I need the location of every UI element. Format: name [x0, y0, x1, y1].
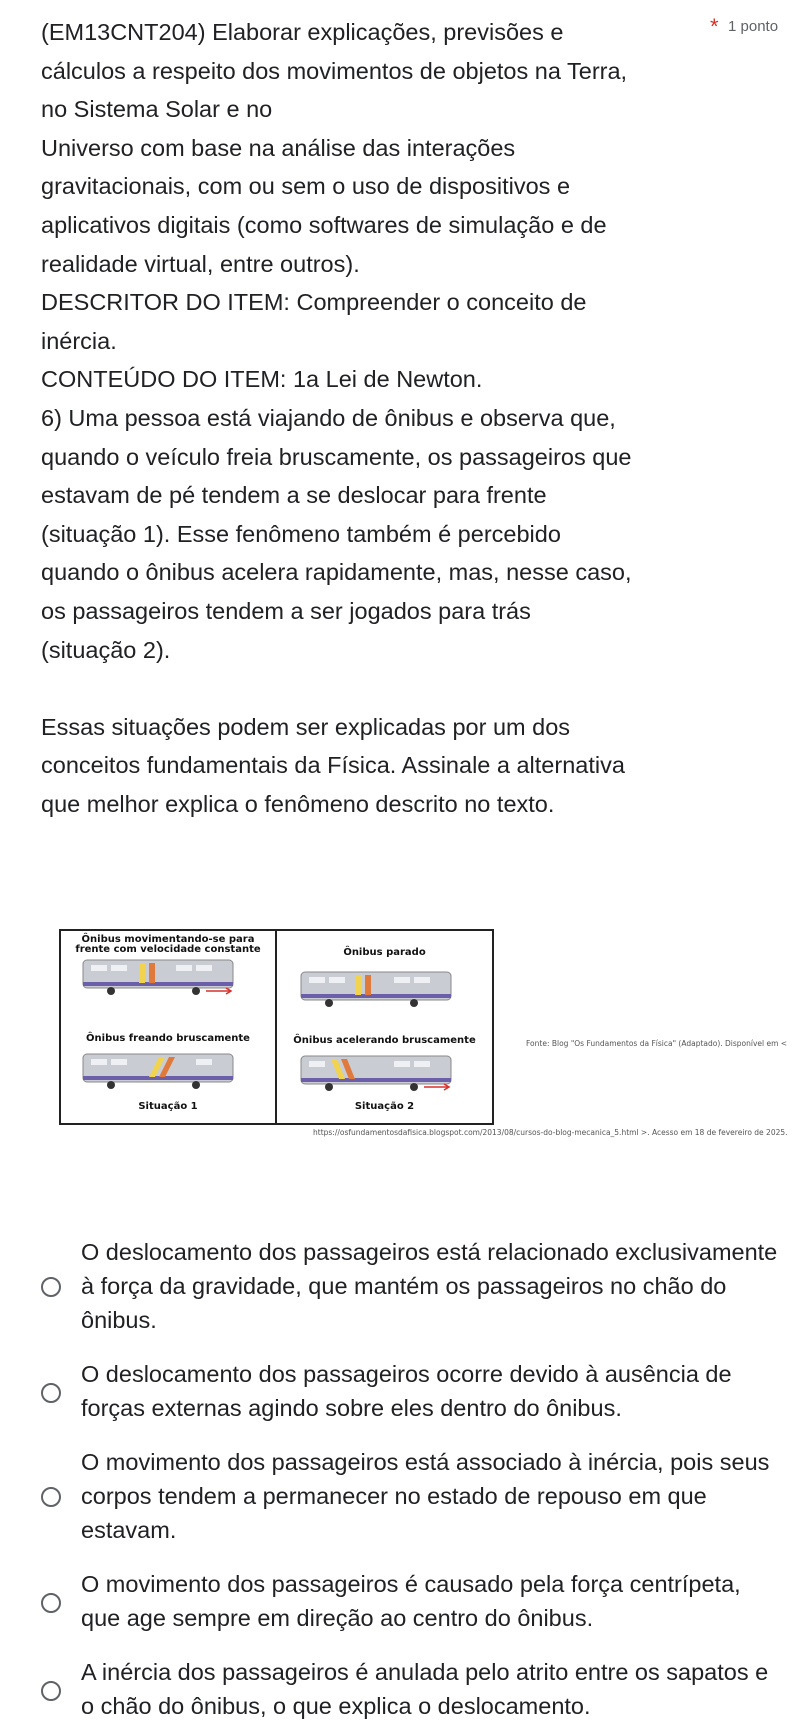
panel1-bottom-label: Ônibus freando bruscamente	[86, 1033, 250, 1044]
bus-braking-illustration	[81, 1049, 257, 1089]
option-2-label: O deslocamento dos passageiros ocorre devido à ausência de forças externas agindo sobre eles dentro do ônibus.	[81, 1361, 732, 1421]
bus-accelerating-illustration	[299, 1051, 475, 1091]
required-marker: *	[710, 14, 719, 39]
points-label: 1 ponto	[728, 18, 779, 35]
figure-source: Fonte: Blog "Os Fundamentos da Física" (Adaptado). Disponível em <	[526, 1039, 788, 1048]
option-1-label: O deslocamento dos passageiros está relacionado exclusivamente à força da gravidade, que mantém os passageiros no chão do ônibus.	[81, 1239, 778, 1333]
question-text: (EM13CNT204) Elaborar explicações, previsões e cálculos a respeito dos movimentos de objetos na Terra, no Sistema Solar e no Universo com base na análise das interações gravitacionais, com ou sem o uso de dispositivos e aplicativos digitais (como softwares de simulação e de realidade virtual, entre outros). DESCRITOR DO ITEM: Compreender o conceito de inércia. CONTEÚDO DO ITEM: 1a Lei de Newton. 6) Uma pessoa está viajando de ônibus e observa que, quando o veículo freia bruscamente, os passageiros que estavam de pé tendem a se deslocar para frente (situação 1). Esse fenômeno também é percebido quando o ônibus acelera rapidamente, mas, nesse caso, os passageiros tendem a ser jogados para trás (situação 2). Essas situações podem ser explicadas por um dos conceitos fundamentais da Física. Assinale a alternativa que melhor explica o fenômeno descrito no texto.	[41, 19, 632, 817]
question-figure	[59, 929, 788, 1169]
option-3-label: O movimento dos passageiros está associado à inércia, pois seus corpos tendem a permanecer no estado de repouso em que estavam.	[81, 1449, 770, 1543]
radio-button-2[interactable]	[41, 1383, 61, 1403]
option-5-label: A inércia dos passageiros é anulada pelo atrito entre os sapatos e o chão do ônibus, o que explica o deslocamento.	[81, 1659, 769, 1719]
bus-stopped-illustration	[299, 967, 475, 1007]
radio-button-1[interactable]	[41, 1277, 61, 1297]
panel2-caption: Situação 2	[354, 1101, 415, 1112]
situation-2-panel	[275, 929, 494, 1125]
figure-url: https://osfundamentosdafisica.blogspot.com/2013/08/cursos-do-blog-mecanica_5.html >. Acesso em 18 de fevereiro de 2025.	[313, 1128, 788, 1137]
panel1-caption: Situação 1	[138, 1101, 198, 1112]
situation-1-panel	[59, 929, 277, 1125]
radio-button-4[interactable]	[41, 1593, 61, 1613]
panel2-bottom-label: Ônibus acelerando bruscamente	[293, 1035, 476, 1046]
panel1-top-label: Ônibus movimentando-se para frente com velocidade constante	[75, 934, 261, 955]
radio-button-3[interactable]	[41, 1487, 61, 1507]
radio-button-5[interactable]	[41, 1681, 61, 1701]
option-4-label: O movimento dos passageiros é causado pela força centrípeta, que age sempre em direção ao centro do ônibus.	[81, 1571, 741, 1631]
bus-moving-illustration	[81, 955, 257, 995]
panel2-top-label: Ônibus parado	[343, 947, 426, 958]
